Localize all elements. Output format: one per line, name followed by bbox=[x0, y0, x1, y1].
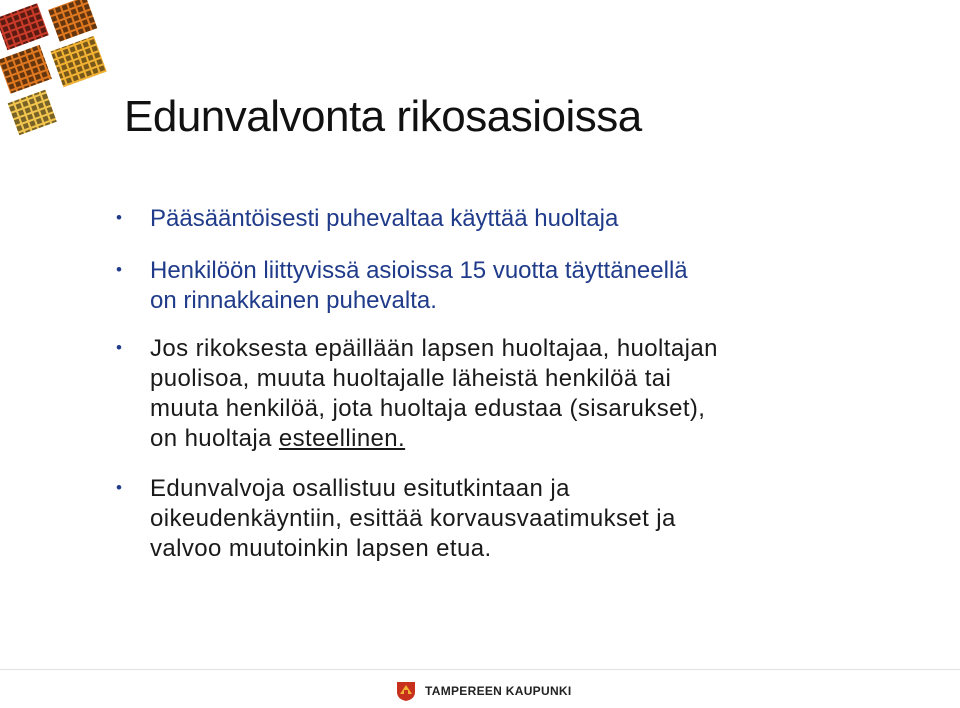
bullet-item bbox=[110, 334, 890, 454]
bullet-line: Henkilöön liittyvissä asioissa 15 vuotta täyttäneellä bbox=[150, 257, 688, 284]
city-crest-icon bbox=[395, 680, 417, 702]
bullet-item bbox=[110, 204, 890, 234]
underlined-word: esteellinen. bbox=[278, 425, 406, 452]
bullet-line: puolisoa, muuta huoltajalle läheistä henkilöä tai bbox=[150, 365, 672, 392]
slide-title: Edunvalvonta rikosasioissa bbox=[124, 92, 642, 141]
bullet-line-prefix: on huoltaja bbox=[150, 425, 279, 452]
bullet-line: Pääsääntöisesti puhevaltaa käyttää huoltaja bbox=[150, 205, 619, 232]
bullet-line: Jos rikoksesta epäillään lapsen huoltajaa, huoltajan bbox=[150, 335, 718, 362]
bullet-item bbox=[110, 474, 890, 564]
bullet-line bbox=[150, 424, 718, 454]
footer-org-name: TAMPEREEN KAUPUNKI bbox=[425, 684, 572, 698]
bullet-line: Edunvalvoja osallistuu esitutkintaan ja bbox=[150, 475, 570, 502]
bullet-marker: • bbox=[116, 260, 122, 279]
bullet-line: muuta henkilöä, jota huoltaja edustaa (sisarukset), bbox=[150, 395, 706, 422]
bullet-marker: • bbox=[116, 478, 122, 497]
bullet-line: oikeudenkäyntiin, esittää korvausvaatimukset ja bbox=[150, 505, 676, 532]
bullet-line: on rinnakkainen puhevalta. bbox=[150, 287, 437, 314]
footer-logo bbox=[395, 680, 572, 702]
footer-divider bbox=[0, 669, 960, 670]
bullet-line: valvoo muutoinkin lapsen etua. bbox=[150, 535, 492, 562]
city-logo-pattern bbox=[0, 0, 140, 140]
bullet-marker: • bbox=[116, 338, 122, 357]
bullet-list bbox=[110, 204, 890, 564]
bullet-item bbox=[110, 256, 890, 316]
bullet-marker: • bbox=[116, 208, 122, 227]
